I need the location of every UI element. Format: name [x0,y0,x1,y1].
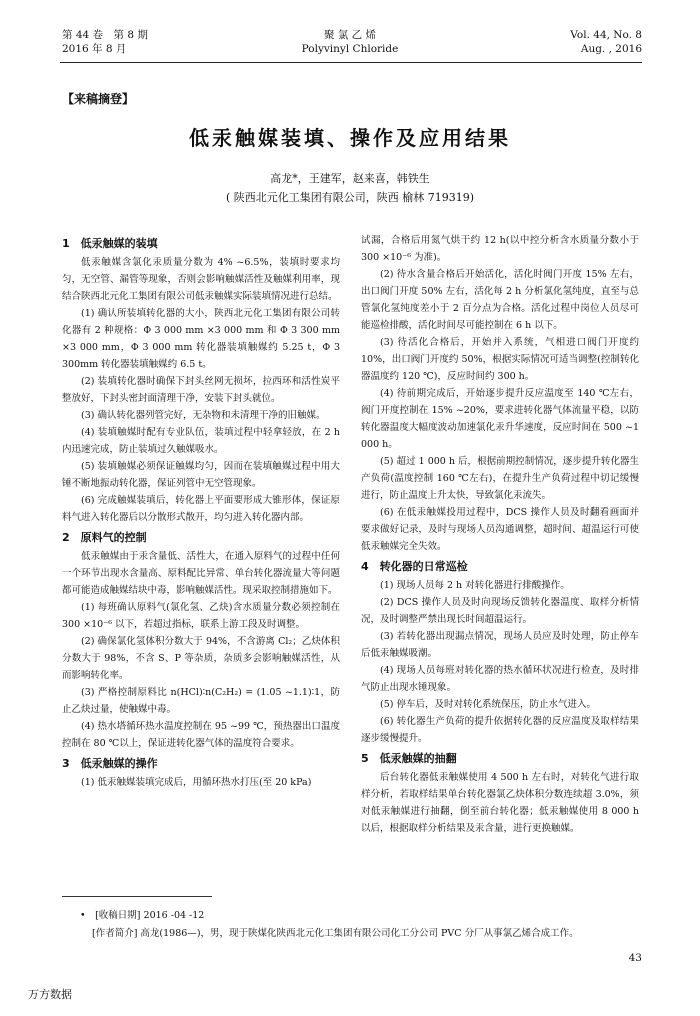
article-title: 低汞触媒装填、操作及应用结果 [189,126,511,150]
authors: 高龙*，王建军，赵来喜，韩铁生 [270,172,430,185]
paragraph: (5) 停车后，及时对转化系统保压，防止水气进入。 [380,699,596,710]
paragraph: (2) 确保氯化氢体积分数大于 94%，不含游离 Cl₂；乙炔体积分数大于 98%，不含 S、P 等杂质，杂质多会影响触媒活性，从而影响转化率。 [62,636,340,681]
footnote-rule [62,896,212,897]
paragraph: (3) 严格控制原料比 n(HCl)∶n(C₂H₂) = (1.05 ~1.1)∶1，防止乙炔过量，使触媒中毒。 [62,687,340,715]
paragraph: (2) 装填转化器时确保下封头丝网无损坏，拉西环和活性炭平整放好，下封头密封面清理干净，安装下封头就位。 [62,376,340,404]
section-heading: 5 低汞触媒的抽翻 [361,752,457,765]
journal-name-cn: 聚 氯 乙 烯 [323,29,376,41]
volume-issue-en: Vol. 44, No. 8 [570,29,642,41]
paragraph: (6) 完成触媒装填后，转化器上平面要形成大锥形体，保证原料气进入转化器后以分散形式散开，均匀进入转化器内部。 [62,495,340,523]
paragraph: (3) 待活化合格后，开始并入系统，气相进口阀门开度约 10%，出口阀门开度约 50%，根据实际情况可适当调整(控制转化器温度约 120 ℃)，反应时间约 300 h。 [361,337,639,382]
section-heading: 1 低汞触媒的装填 [62,237,158,250]
paragraph: (1) 确认所装填转化器的大小，陕西北元化工集团有限公司转化器有 2 种规格：Φ 3 000 mm ×3 000 mm 和 Φ 3 300 mm ×3 000 mm，Φ 3 000 mm 转化器装填触媒约 5.25 t，Φ 3 300mm 转化器装填触媒约 6.5 t。 [62,308,340,370]
volume-issue-cn: 第 44 卷 第 8 期 [62,29,148,41]
header-rule [60,62,642,63]
paragraph: (6) 转化器生产负荷的提升依据转化器的反应温度及取样结果逐步缓慢提升。 [361,716,639,744]
paragraph: 低汞触媒含氯化汞质量分数为 4% ~6.5%，装填时要求均匀，无空管、漏管等现象，否则会影响触媒活性及触媒利用率，现结合陕西北元化工集团有限公司低汞触媒实际装填情况进行总结。 [62,257,340,302]
paragraph: (2) DCS 操作人员及时向现场反馈转化器温度、取样分析情况，及时调整严禁出现长时间超温运行。 [361,597,639,625]
received-date: • [收稿日期] 2016 -04 -12 [80,910,205,921]
paragraph: 低汞触媒由于汞含量低、活性大，在通入原料气的过程中任何一个环节出现水含量高、原料配比异常、单台转化器流量大等问题都可能造成触媒结块中毒，影响触媒活性。现采取控制措施如下。 [62,551,340,596]
paragraph: (4) 装填触媒时配有专业队伍，装填过程中轻拿轻放，在 2 h 内迅速完成，防止装填过久触媒吸水。 [62,427,340,455]
author-intro: [作者简介] 高龙(1986—)，男，现于陕煤化陕西北元化工集团有限公司化工分公司 PVC 分厂从事氯乙烯合成工作。 [92,928,579,939]
paragraph: (4) 待前期完成后，开始逐步提升反应温度至 140 ℃左右，阀门开度控制在 15% ~20%，要求进转化器气体流量平稳，以防转化器温度大幅度波动加速氯化汞升华速度，反应时间在 500 ~1 000 h。 [361,388,639,450]
left-column [62,232,340,791]
section-heading: 4 转化器的日常巡检 [361,560,468,573]
section-heading: 2 原料气的控制 [62,531,147,544]
paragraph: (1) 现场人员每 2 h 对转化器进行排酸操作。 [380,580,570,591]
paragraph: (5) 装填触媒必须保证触媒均匀，因而在装填触媒过程中用大锤不断地振动转化器，保证列管中无空管现象。 [62,461,340,489]
watermark: 万方数据 [28,988,72,1001]
section-heading: 3 低汞触媒的操作 [62,757,158,770]
journal-name-en: Polyvinyl Chloride [301,43,399,55]
paragraph: (1) 每班确认原料气(氯化氢、乙炔)含水质量分数必须控制在 300 ×10⁻⁶ 以下，若超过指标，联系上游工段及时调整。 [62,602,340,630]
right-column [361,232,639,837]
article-tag: 【来稿摘登】 [62,92,135,106]
paragraph: (5) 超过 1 000 h 后，根据前期控制情况，逐步提升转化器生产负荷(温度控制 160 ℃左右)，在提升生产负荷过程中切记缓慢进行，防止温度上升太快，导致氯化汞流失。 [361,456,639,501]
paragraph: (2) 待水含量合格后开始活化，活化时阀门开度 15% 左右，出口阀门开度 50% 左右，活化每 2 h 分析氯化氢纯度，直至与总管氯化氢纯度差小于 2 百分点为合格。活化过程中岗位人员尽可能巡检排酸，活化时间尽可能控制在 6 h 以下。 [361,269,639,331]
paragraph: (6) 在低汞触媒投用过程中，DCS 操作人员及时翻看画面并要求做好记录，及时与现场人员沟通调整，超时间、超温运行可使低汞触媒完全失效。 [361,507,639,552]
affiliation: ( 陕西北元化工集团有限公司，陕西 榆林 719319) [225,191,475,204]
paragraph: (4) 现场人员每班对转化器的热水循环状况进行检查，及时排气防止出现水锤现象。 [361,665,639,693]
date-cn: 2016 年 8 月 [62,43,127,55]
paragraph: (1) 低汞触媒装填完成后，用循环热水打压(至 20 kPa) [81,777,312,788]
journal-volume-en [570,28,642,56]
page-number: 43 [628,952,642,964]
paragraph: (4) 热水塔循环热水温度控制在 95 ~99 ℃，预热器出口温度控制在 80 ℃以上，保证进转化器气体的温度符合要求。 [62,721,340,749]
date-en: Aug. , 2016 [580,43,642,55]
paragraph: (3) 确认转化器列管完好，无杂物和未清理干净的旧触媒。 [81,410,326,421]
paragraph: (3) 若转化器出现漏点情况，现场人员应及时处理，防止停车后低汞触媒吸潮。 [361,631,639,659]
paragraph: 试漏，合格后用氮气烘干约 12 h(以中控分析含水质量分数小于 300 ×10⁻⁶ 为准)。 [361,235,639,263]
paragraph: 后台转化器低汞触媒使用 4 500 h 左右时，对转化气进行取样分析，若取样结果单台转化器氯乙炔体积分数连续超 3.0%，须对低汞触媒进行抽翻，倒至前台转化器；低汞触媒使用 8 000 h 以后，根据取样分析结果及汞含量，进行更换触媒。 [361,772,639,834]
